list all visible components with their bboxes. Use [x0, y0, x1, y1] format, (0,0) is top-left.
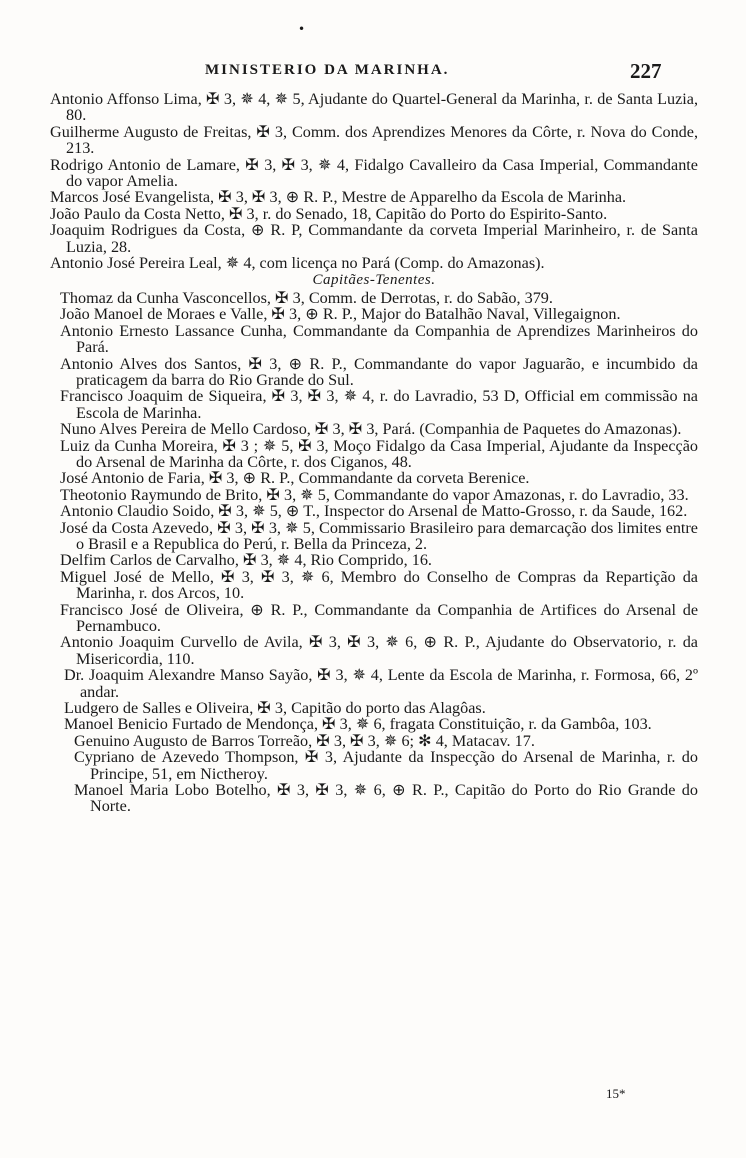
page-body	[50, 91, 698, 815]
list-item: Guilherme Augusto de Freitas, ✠ 3, Comm. dos Aprendizes Menores da Côrte, r. Nova do Conde, 213.	[50, 122, 698, 158]
list-item: Luiz da Cunha Moreira, ✠ 3 ; ✵ 5, ✠ 3, Moço Fidalgo da Casa Imperial, Ajudante da Inspecção do Arsenal de Marinha da Côrte, r. dos Ciganos, 48.	[60, 436, 698, 471]
list-item: Joaquim Rodrigues da Costa, ⊕ R. P, Commandante da corveta Imperial Marinheiro, r. de Santa Luzia, 28.	[50, 221, 698, 256]
footer-signature: 15*	[606, 1086, 626, 1101]
list-item: Genuino Augusto de Barros Torreão, ✠ 3, ✠ 3, ✵ 6; ✻ 4, Matacav. 17.	[74, 731, 535, 750]
list-item: José da Costa Azevedo, ✠ 3, ✠ 3, ✵ 5, Commissario Brasileiro para demarcação dos limites entre o Brasil e a Republica do Perú, r. Bella da Princeza, 2.	[60, 518, 698, 553]
list-item: Theotonio Raymundo de Brito, ✠ 3, ✵ 5, Commandante do vapor Amazonas, r. do Lavradio, 33.	[60, 485, 689, 504]
list-item: Ludgero de Salles e Oliveira, ✠ 3, Capitão do porto das Alagôas.	[64, 699, 486, 718]
list-item: Miguel José de Mello, ✠ 3, ✠ 3, ✵ 6, Membro do Conselho de Compras da Repartição da Marinha, r. dos Arcos, 10.	[60, 567, 698, 603]
list-item: Francisco Joaquim de Siqueira, ✠ 3, ✠ 3, ✵ 4, r. do Lavradio, 53 D, Official em commissão na Escola de Marinha.	[60, 387, 698, 422]
list-item: Manoel Maria Lobo Botelho, ✠ 3, ✠ 3, ✵ 6, ⊕ R. P., Capitão do Porto do Rio Grande do Norte.	[74, 781, 698, 816]
list-item: José Antonio de Faria, ✠ 3, ⊕ R. P., Commandante da corveta Berenice.	[60, 469, 530, 488]
list-item: Antonio Ernesto Lassance Cunha, Commandante da Companhia de Aprendizes Marinheiros do Pará.	[60, 321, 698, 357]
list-item: Marcos José Evangelista, ✠ 3, ✠ 3, ⊕ R. P., Mestre de Apparelho da Escola de Marinha.	[50, 188, 627, 207]
list-item: Nuno Alves Pereira de Mello Cardoso, ✠ 3, ✠ 3, Pará. (Companhia de Paquetes do Amazonas).	[60, 420, 682, 439]
list-item: Thomaz da Cunha Vasconcellos, ✠ 3, Comm. de Derrotas, r. do Sabão, 379.	[60, 288, 553, 307]
list-item: Antonio Alves dos Santos, ✠ 3, ⊕ R. P., Commandante do vapor Jaguarão, e incumbido da praticagem da barra do Rio Grande do Sul.	[60, 354, 698, 389]
section-heading: Capitães-Tenentes.	[312, 272, 436, 289]
list-item: Antonio José Pereira Leal, ✵ 4, com licença no Pará (Comp. do Amazonas).	[50, 254, 545, 273]
list-item: Delfim Carlos de Carvalho, ✠ 3, ✵ 4, Rio Comprido, 16.	[60, 551, 432, 570]
page-header	[0, 59, 746, 88]
list-item: Francisco José de Oliveira, ⊕ R. P., Commandante da Companhia de Artifices do Arsenal de Pernambuco.	[60, 600, 698, 635]
list-item: Antonio Joaquim Curvello de Avila, ✠ 3, ✠ 3, ✵ 6, ⊕ R. P., Ajudante do Observatorio, r. da Misericordia, 110.	[60, 633, 698, 668]
page-number: 227	[630, 59, 662, 83]
list-item: Manoel Benicio Furtado de Mendonça, ✠ 3, ✵ 6, fragata Constituição, r. da Gambôa, 103.	[64, 715, 652, 734]
list-item: Antonio Affonso Lima, ✠ 3, ✵ 4, ✵ 5, Ajudante do Quartel-General da Marinha, r. de Santa Luzia, 80.	[50, 90, 698, 125]
list-item: Antonio Claudio Soido, ✠ 3, ✵ 5, ⊕ T., Inspector do Arsenal de Matto-Grosso, r. da Saude, 162.	[60, 502, 688, 521]
list-item: João Paulo da Costa Netto, ✠ 3, r. do Senado, 18, Capitão do Porto do Espirito-Santo.	[50, 204, 608, 223]
list-item: Rodrigo Antonio de Lamare, ✠ 3, ✠ 3, ✵ 4, Fidalgo Cavalleiro da Casa Imperial, Commandante do vapor Amelia.	[50, 155, 698, 191]
list-item: João Manoel de Moraes e Valle, ✠ 3, ⊕ R. P., Major do Batalhão Naval, Villegaignon.	[60, 305, 621, 324]
header-dot: •	[298, 22, 306, 36]
list-item: Cypriano de Azevedo Thompson, ✠ 3, Ajudante da Inspecção do Arsenal de Marinha, r. do Principe, 51, em Nictheroy.	[74, 748, 698, 783]
list-item: Dr. Joaquim Alexandre Manso Sayão, ✠ 3, ✵ 4, Lente da Escola de Marinha, r. Formosa, 66, 2º andar.	[64, 666, 698, 701]
page-title: MINISTERIO DA MARINHA.	[205, 62, 450, 78]
